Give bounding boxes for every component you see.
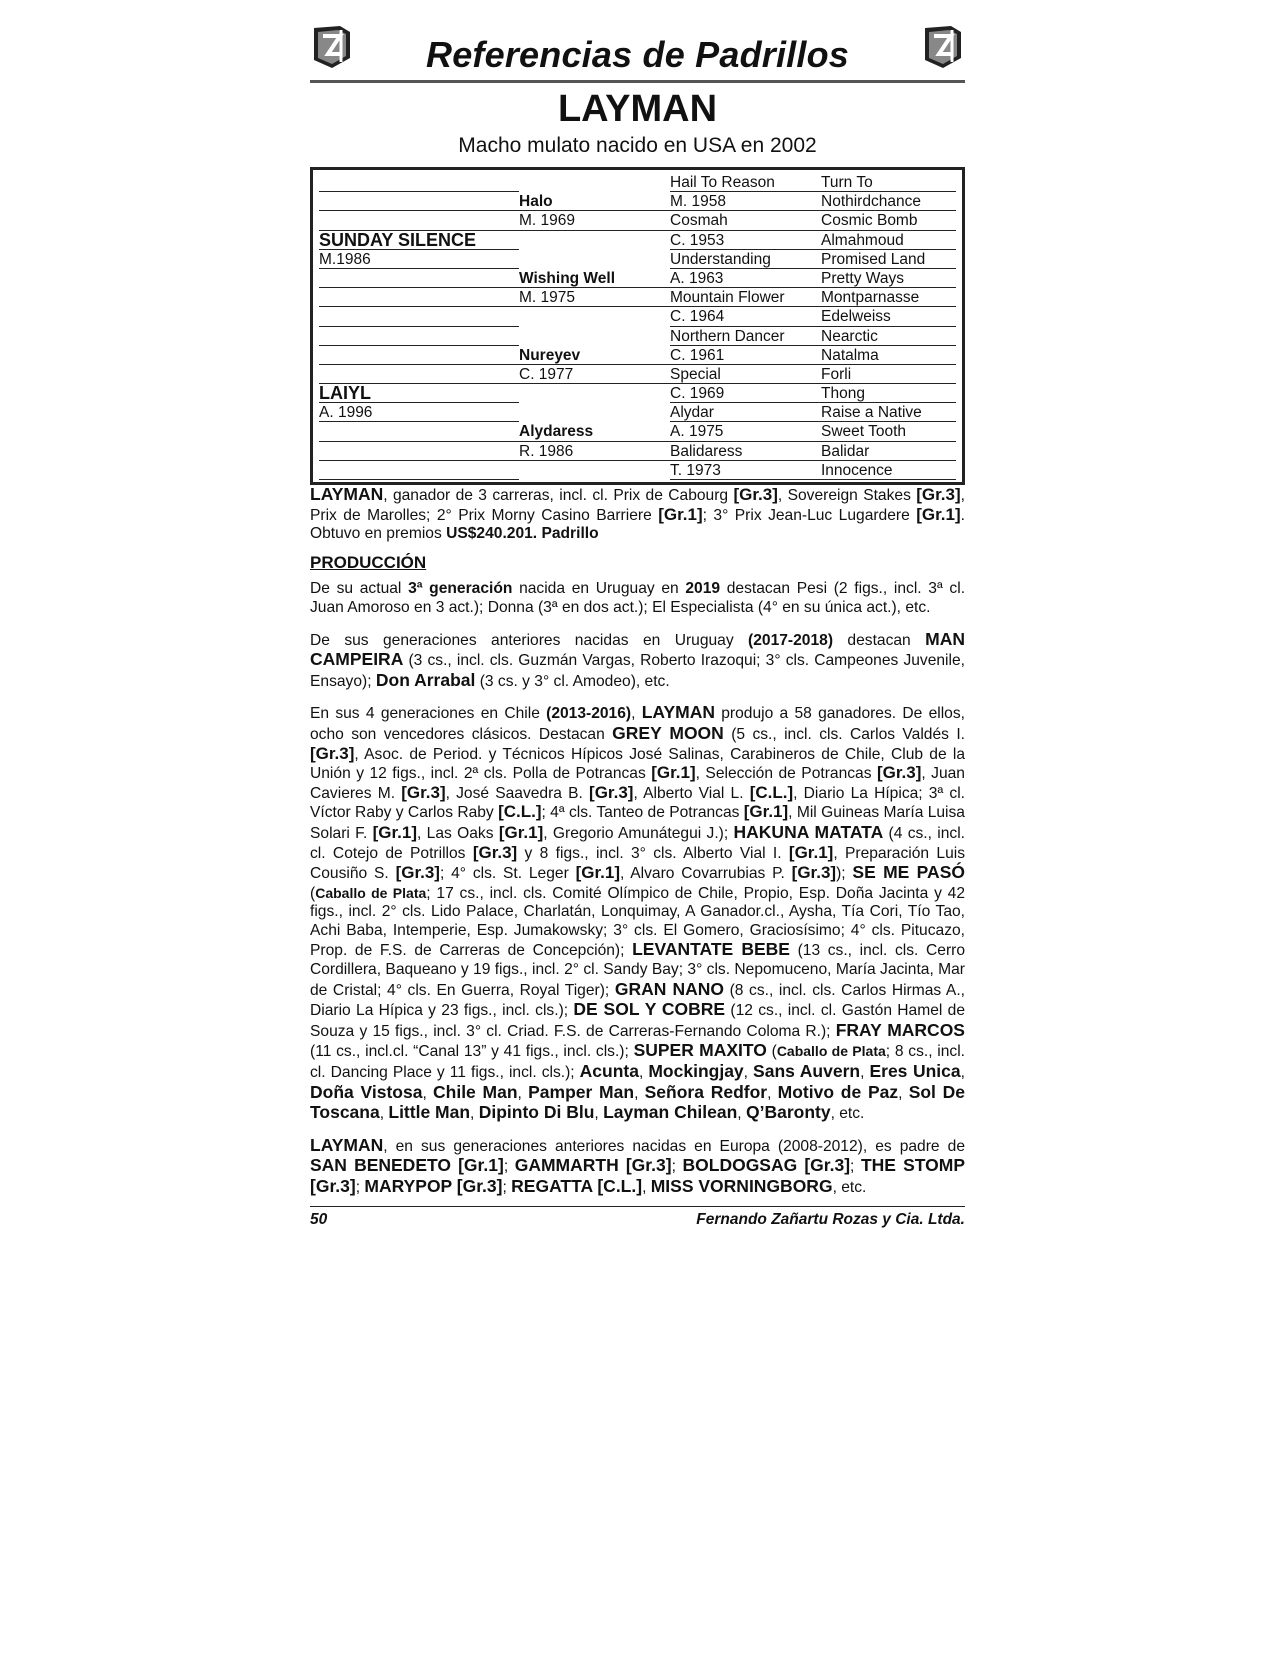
pedigree-cell: Thong bbox=[821, 384, 956, 403]
pedigree-row bbox=[319, 250, 956, 269]
pedigree-table bbox=[310, 167, 965, 485]
pedigree-cell bbox=[519, 250, 670, 269]
pedigree-cell bbox=[519, 384, 670, 403]
pedigree-cell: M. 1958 bbox=[670, 192, 821, 211]
horse-description: Macho mulato nacido en USA en 2002 bbox=[458, 134, 817, 157]
pedigree-row bbox=[319, 192, 956, 211]
page-number: 50 bbox=[310, 1210, 328, 1228]
paragraph-uruguay-previous: De sus generaciones anteriores nacidas en Uruguay (2017-2018) destacan MAN CAMPEIRA (3 cs., incl. cls. Guzmán Vargas, Roberto Irazoqui; 3° cls. Campeones Juvenile, Ensayo); Don Arrabal (3 cs. y 3° cl. Amodeo), etc. bbox=[310, 628, 965, 690]
pedigree-cell: Forli bbox=[821, 365, 956, 384]
pedigree-cell bbox=[519, 327, 670, 346]
pedigree-cell: Northern Dancer bbox=[670, 327, 821, 346]
pedigree-row bbox=[319, 384, 956, 403]
pedigree-row bbox=[319, 269, 956, 288]
pedigree-cell: Mountain Flower bbox=[670, 288, 821, 307]
pedigree-cell bbox=[319, 173, 519, 192]
pedigree-cell: Cosmah bbox=[670, 211, 821, 230]
pedigree-row bbox=[319, 365, 956, 384]
pedigree-cell: Special bbox=[670, 365, 821, 384]
pedigree-cell: Promised Land bbox=[821, 250, 956, 269]
publisher-name: Fernando Zañartu Rozas y Cia. Ltda. bbox=[696, 1210, 965, 1228]
pedigree-cell: Nureyev bbox=[519, 346, 670, 365]
pedigree-cell bbox=[319, 288, 519, 307]
pedigree-cell: Alydar bbox=[670, 403, 821, 422]
pedigree-cell: C. 1961 bbox=[670, 346, 821, 365]
pedigree-cell: A. 1975 bbox=[670, 422, 821, 441]
stallion-summary: LAYMAN, ganador de 3 carreras, incl. cl. Prix de Cabourg [Gr.3], Sovereign Stakes [Gr.3], Prix de Marolles; 2° Prix Morny Casino Barriere [Gr.1]; 3° Prix Jean-Luc Lugardere [Gr.1]. Obtuvo en premios US$240.201. Padrillo bbox=[310, 484, 965, 543]
pedigree-cell: C. 1953 bbox=[670, 231, 821, 250]
pedigree-cell bbox=[319, 422, 519, 441]
horse-name: LAYMAN bbox=[557, 88, 718, 130]
pedigree-cell: C. 1964 bbox=[670, 307, 821, 326]
pedigree-cell: Balidar bbox=[821, 442, 956, 461]
pedigree-cell: C. 1977 bbox=[519, 365, 670, 384]
pedigree-cell: Nearctic bbox=[821, 327, 956, 346]
paragraph-chile: En sus 4 generaciones en Chile (2013-2016), LAYMAN produjo a 58 ganadores. De ellos, ocho son vencedores clásicos. Destacan GREY MOON (5 cs., incl. cls. Carlos Valdés I. [Gr.3], Asoc. de Period. y Técnicos Hípicos José Salinas, Carabineros de Chile, Club de la Unión y 12 figs., incl. 2ª cls. Polla de Potrancas [Gr.1], Selección de Potrancas [Gr.3], Juan Cavieres M. [Gr.3], José Saavedra B. [Gr.3], Alberto Vial L. [C.L.], Diario La Hípica; 3ª cl. Víctor Raby y Carlos Raby [C.L.]; 4ª cls. Tanteo de Potrancas [Gr.1], Mil Guineas María Luisa Solari F. [Gr.1], Las Oaks [Gr.1], Gregorio Amunátegui J.); HAKUNA MATATA (4 cs., incl. cl. Cotejo de Potrillos [Gr.3] y 8 figs., incl. 3° cls. Alberto Vial I. [Gr.1], Preparación Luis Cousiño S. [Gr.3]; 4° cls. St. Leger [Gr.1], Alvaro Covarrubias P. [Gr.3]); SE ME PASÓ (Caballo de Plata; 17 cs., incl. cls. Comité Olímpico de Chile, Propio, Esp. Doña Jacinta y 42 figs., incl. 2° cls. Lido Palace, Charlatán, Lonquimay, A Ganador.cl., Aysha, Tía Cori, Tío Tao, Achi Baba, Intemperie, Esp. Jumakowsky; 3° cls. El Gomero, Graciosísimo; 4° cls. Pitucazo, Prop. de F.S. de Carreras de Concepción); LEVANTATE BEBE (13 cs., incl. cls. Cerro Cordillera, Baqueano y 19 figs., incl. 2° cl. Sandy Bay; 3° cls. Nepomuceno, María Jacinta, Mar de Cristal; 4° cls. En Guerra, Royal Tiger); GRAN NANO (8 cs., incl. cls. Carlos Hirmas A., Diario La Hípica y 23 figs., incl. cls.); DE SOL Y COBRE (12 cs., incl. cl. Gastón Hamel de Souza y 15 figs., incl. 3° cl. Criad. F.S. de Carreras-Fernando Coloma R.); FRAY MARCOS (11 cs., incl.cl. “Canal 13” y 41 figs., incl. cls.); SUPER MAXITO (Caballo de Plata; 8 cs., incl. cl. Dancing Place y 11 figs., incl. cls.); Acunta, Mockingjay, Sans Auvern, Eres Unica, Doña Vistosa, Chile Man, Pamper Man, Señora Redfor, Motivo de Paz, Sol De Toscana, Little Man, Dipinto Di Blu, Layman Chilean, Q’Baronty, etc. bbox=[310, 702, 966, 1123]
pedigree-cell bbox=[319, 365, 519, 384]
pedigree-cell bbox=[319, 192, 519, 211]
pedigree-row bbox=[319, 442, 956, 461]
pedigree-cell: Edelweiss bbox=[821, 307, 956, 326]
pedigree-row bbox=[319, 307, 956, 326]
pedigree-row bbox=[319, 231, 956, 250]
pedigree-cell: Innocence bbox=[821, 461, 956, 480]
pedigree-row bbox=[319, 173, 956, 192]
pedigree-row bbox=[319, 346, 956, 365]
stallion-shield-logo-icon bbox=[921, 24, 965, 70]
document-page bbox=[310, 22, 965, 1229]
pedigree-cell: M.1986 bbox=[319, 250, 519, 269]
page-footer bbox=[310, 1206, 965, 1229]
pedigree-cell: Sweet Tooth bbox=[821, 422, 956, 441]
pedigree-cell: A. 1996 bbox=[319, 403, 519, 422]
pedigree-cell: Montparnasse bbox=[821, 288, 956, 307]
pedigree-cell bbox=[519, 461, 670, 480]
pedigree-cell: C. 1969 bbox=[670, 384, 821, 403]
pedigree-cell: Cosmic Bomb bbox=[821, 211, 956, 230]
pedigree-cell: Alydaress bbox=[519, 422, 670, 441]
pedigree-cell: R. 1986 bbox=[519, 442, 670, 461]
pedigree-cell: Almahmoud bbox=[821, 231, 956, 250]
page-header bbox=[310, 22, 965, 83]
pedigree-cell bbox=[319, 327, 519, 346]
pedigree-cell: Balidaress bbox=[670, 442, 821, 461]
paragraph-europe: LAYMAN, en sus generaciones anteriores nacidas en Europa (2008-2012), es padre de SAN BENEDETO [Gr.1]; GAMMARTH [Gr.3]; BOLDOGSAG [Gr.3]; THE STOMP [Gr.3]; MARYPOP [Gr.3]; REGATTA [C.L.], MISS VORNINGBORG, etc. bbox=[310, 1134, 965, 1196]
paragraph-uruguay-current: De su actual 3ª generación nacida en Uruguay en 2019 destacan Pesi (2 figs., incl. 3ª cl. Juan Amoroso en 3 act.); Donna (3ª en dos act.); El Especialista (4° en su única act.), etc. bbox=[310, 580, 966, 616]
pedigree-cell bbox=[319, 307, 519, 326]
pedigree-cell bbox=[519, 403, 670, 422]
header-title: Referencias de Padrillos bbox=[426, 34, 849, 75]
pedigree-cell bbox=[319, 442, 519, 461]
pedigree-cell: SUNDAY SILENCE bbox=[319, 231, 519, 250]
pedigree-cell bbox=[519, 307, 670, 326]
pedigree-cell: Wishing Well bbox=[519, 269, 670, 288]
pedigree-cell: T. 1973 bbox=[670, 461, 821, 480]
pedigree-row bbox=[319, 422, 956, 441]
pedigree-cell: Nothirdchance bbox=[821, 192, 956, 211]
pedigree-cell: M. 1969 bbox=[519, 211, 670, 230]
pedigree-cell bbox=[519, 231, 670, 250]
section-title: PRODUCCIÓN bbox=[310, 552, 427, 572]
pedigree-cell: Understanding bbox=[670, 250, 821, 269]
pedigree-cell: Natalma bbox=[821, 346, 956, 365]
pedigree-row bbox=[319, 461, 956, 480]
pedigree-cell: Raise a Native bbox=[821, 403, 956, 422]
pedigree-cell bbox=[519, 173, 670, 192]
pedigree-cell: Turn To bbox=[821, 173, 956, 192]
pedigree-cell: Pretty Ways bbox=[821, 269, 956, 288]
pedigree-cell bbox=[319, 269, 519, 288]
pedigree-cell bbox=[319, 346, 519, 365]
pedigree-cell: Hail To Reason bbox=[670, 173, 821, 192]
pedigree-row bbox=[319, 211, 956, 230]
pedigree-cell: LAIYL bbox=[319, 384, 519, 403]
pedigree-row bbox=[319, 403, 956, 422]
pedigree-cell bbox=[319, 211, 519, 230]
pedigree-cell: M. 1975 bbox=[519, 288, 670, 307]
pedigree-cell bbox=[319, 461, 519, 480]
pedigree-row bbox=[319, 288, 956, 307]
pedigree-cell: Halo bbox=[519, 192, 670, 211]
pedigree-row bbox=[319, 327, 956, 346]
pedigree-cell: A. 1963 bbox=[670, 269, 821, 288]
